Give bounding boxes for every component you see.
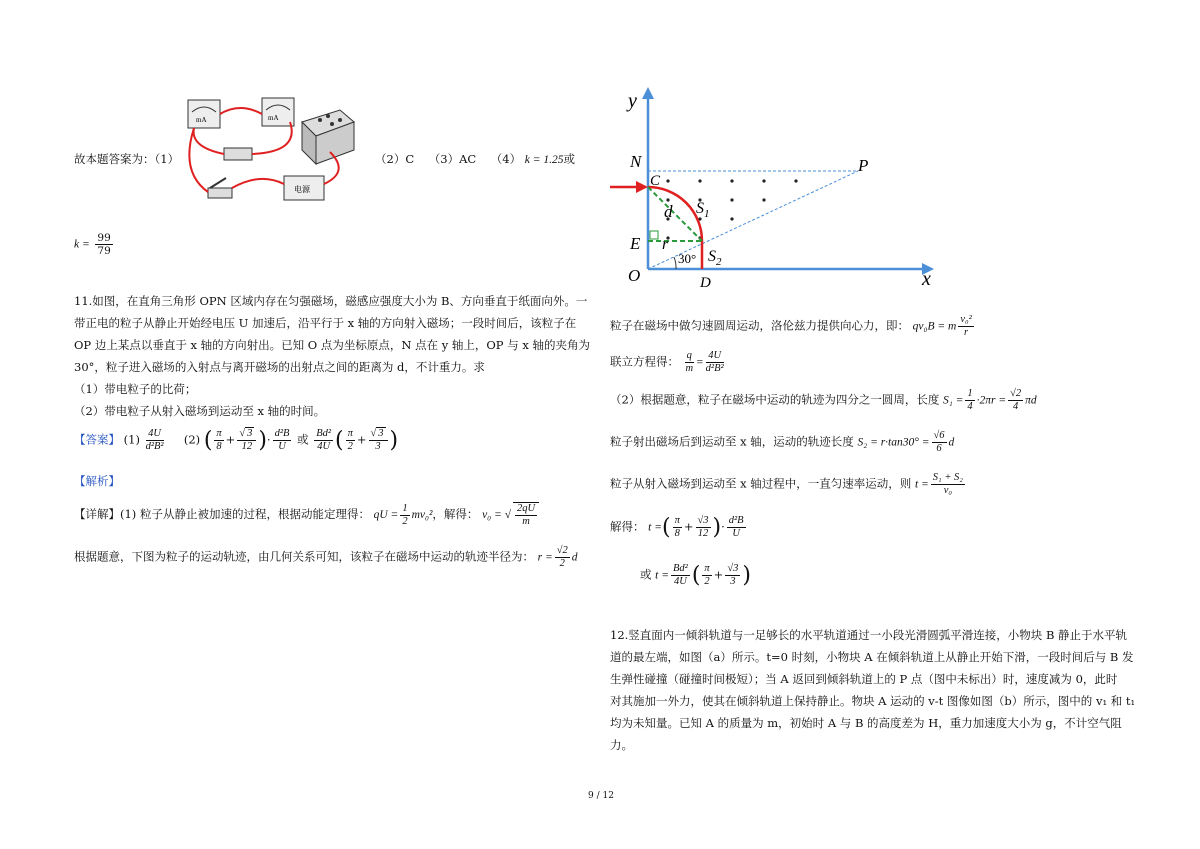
q11-detail-1: 【详解】(1) 粒子从静止被加速的过程，根据动能定理得： qU = $\frac{1}{2}$ mv₀²，解得： v₀ = √ $\frac{2qU}{m}$	[74, 502, 541, 528]
analysis-tag: 【解析】	[74, 474, 120, 488]
right-line-3: （2）根据题意，粒子在磁场中运动的轨迹为四分之一圆周，长度 S₁ = $\frac{1}{4}$ ·2πr = $\frac{√2}{4}$ πd	[610, 388, 1037, 412]
svg-text:x: x	[922, 268, 931, 290]
q10-k-fraction: k = $\frac{99}{79}$	[74, 232, 111, 257]
q11-stem: 11.如图，在直角三角形 OPN 区域内存在匀强磁场，磁感应强度大小为 B、方向垂直于纸面向外。一 带正电的粒子从静止开始经电压 U 加速后，沿平行于 x 轴的方向射入磁场；一段时间后，该粒子在 OP 边上某点以垂直于 x 轴的方向射出。已知 O 点为坐标原点，N 点在 y 轴上，OP 与 x 轴的夹角为 30°，粒子进入磁场的入射点与离开磁场的出射点之间的距离为 d，不计重力。求 （1）带电粒子的比荷； （2）带电粒子从射入磁场到运动至 x 轴的时间。	[74, 294, 590, 418]
svg-text:O: O	[628, 266, 641, 285]
svg-text:D: D	[700, 275, 711, 291]
q11-detail-2: 根据题意，下图为粒子的运动轨迹，由几何关系可知，该粒子在磁场中运动的轨迹半径为： r = $\frac{√2}{2}$ d	[74, 545, 578, 569]
svg-text:d: d	[664, 202, 673, 221]
page-number: 9 / 12	[588, 791, 614, 801]
svg-text:30°: 30°	[678, 251, 697, 266]
right-line-7: 或 t = $\frac{\text{Bd²}}{4U}$ ( $\frac{\pi}{2}$ + $\frac{√3}{3}$ )	[640, 563, 751, 588]
right-line-6: 解得： t =( $\frac{\pi}{8}$ + $\frac{√3}{12}$ )· $\frac{\text{d²B}}{U}$	[610, 515, 744, 540]
right-line-1: 粒子在磁场中做匀速圆周运动，洛伦兹力提供向心力，即： qv₀B = m $\frac{\text{v₀²}}{r}$	[610, 314, 972, 338]
svg-text:mA: mA	[196, 116, 207, 124]
q11-answer: 【答案】 (1) $\frac{4U}{\text{d²B²}}$ (2) ( $\frac{\pi}{8}$ + $\frac{√ 3}{12}$ )· $\frac{\text{d²B}}{U}$ 或 $\frac{\text{Bd²}}{4U}$ ( $\frac{\pi}{2}$ + $\frac{√ 3}{3}$ )	[74, 428, 399, 453]
svg-text:S1: $S_1$	[696, 200, 710, 220]
q10-answer-line: 故本题答案为：（1）	[74, 152, 180, 166]
svg-text:r: r	[662, 236, 669, 253]
svg-text:mA: mA	[268, 114, 279, 122]
svg-text:E: E	[630, 234, 641, 253]
right-line-4: 粒子射出磁场后到运动至 x 轴，运动的轨迹长度 S₂ = r·tan30° = $\frac{√6}{6}$ d	[610, 430, 955, 454]
trajectory-figure	[600, 85, 940, 295]
svg-text:y: y	[628, 90, 637, 112]
svg-text:N: N	[630, 152, 642, 171]
svg-text:C: C	[650, 173, 661, 189]
svg-text:P: P	[858, 156, 869, 175]
right-line-5: 粒子从射入磁场到运动至 x 轴过程中，一直匀速率运动，则 t = $\frac{\text{S₁ + S₂}}{\text{v₀}}$	[610, 472, 963, 496]
right-line-2: 联立方程得： $\frac{q}{m}$ = $\frac{4U}{\text{d²B²}}$	[610, 350, 724, 374]
svg-text:S2: $S_2$	[708, 248, 722, 268]
circuit-figure	[180, 92, 362, 212]
q10-answer-tail: （2）C （3）AC （4） k = 1.25或	[375, 152, 576, 166]
svg-text:电源: 电源	[294, 185, 310, 194]
q12-stem: 12.竖直面内一倾斜轨道与一足够长的水平轨道通过一小段光滑圆弧平滑连接，小物块 B 静止于水平轨 道的最左端，如图（a）所示。t=0 时刻，小物块 A 在倾斜轨道上从静止开始下滑，一段时间后与 B 发 生弹性碰撞（碰撞时间极短）；当 A 返回到倾斜轨道上的 P 点（图中未标出）时，速度减为 0，此时 对其施加一外力，使其在倾斜轨道上保持静止。物块 A 运动的 v-t 图像如图（b）所示，图中的 v₁ 和 t₁ 均为未知量。已知 A 的质量为 m，初始时 A 与 B 的高度差为 H，重力加速度大小为 g，不计空气阻 力。	[610, 628, 1136, 752]
